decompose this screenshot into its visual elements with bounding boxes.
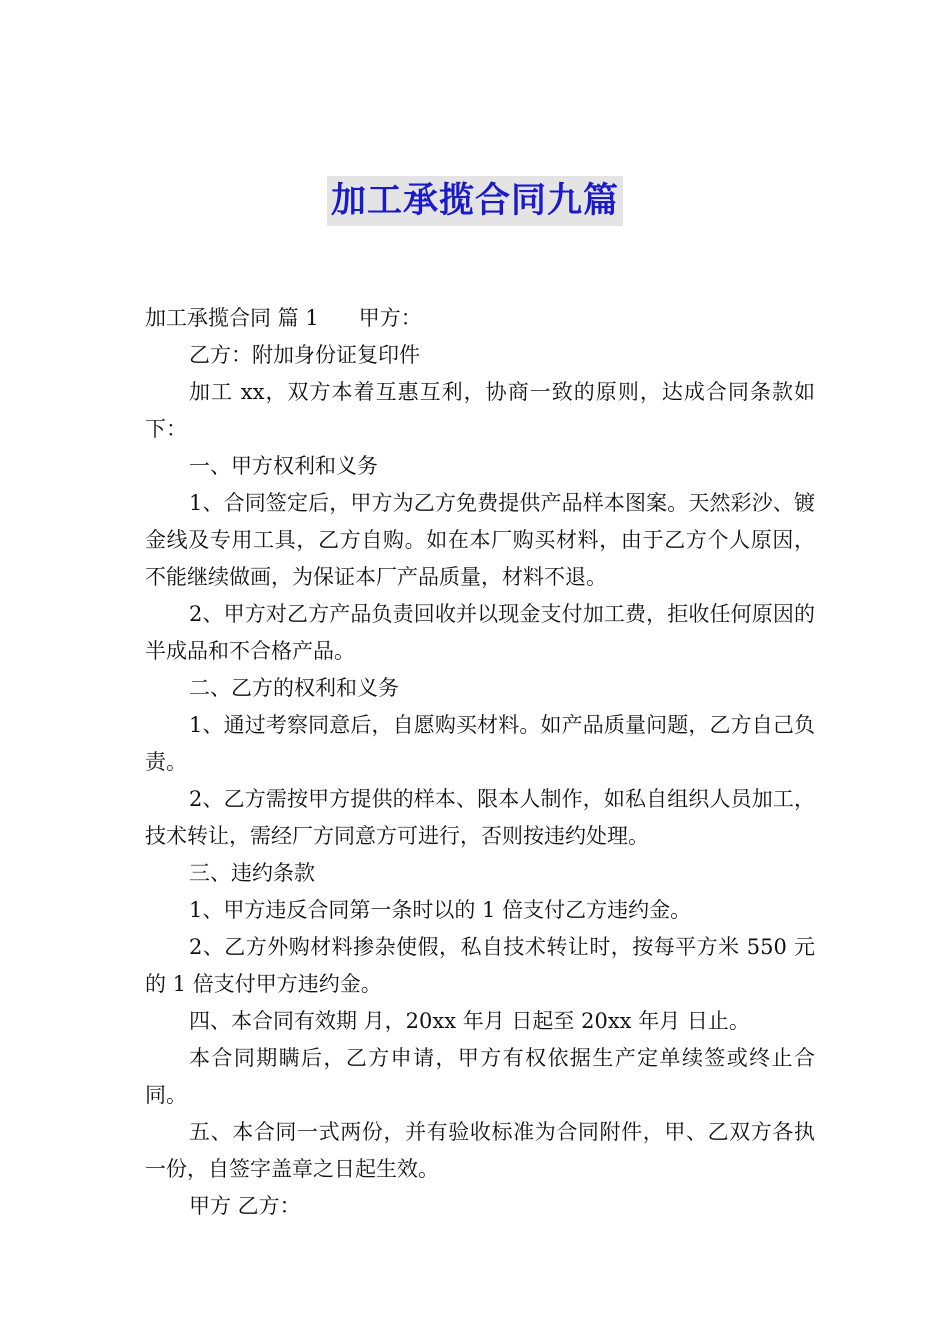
signature-line: 甲方 乙方： — [189, 1194, 301, 1218]
paragraph: 1、甲方违反合同第一条时以的 1 倍支付乙方违约金。 — [189, 898, 692, 922]
paragraph: 1、合同签定后，甲方为乙方免费提供产品样本图案。天然彩沙、镀金线及专用工具，乙方自购。如在本厂购买材料，由于乙方个人原因，不能继续做画，为保证本厂产品质量，材料不退。 — [145, 491, 815, 589]
paragraph: 2、乙方需按甲方提供的样本、限本人制作，如私自组织人员加工，技术转让，需经厂方同意方可进行，否则按违约处理。 — [145, 787, 815, 848]
document-body — [145, 300, 815, 1225]
section-heading: 三、违约条款 — [189, 861, 315, 885]
section-heading: 二、乙方的权利和义务 — [189, 676, 399, 700]
paragraph: 四、本合同有效期 月，20xx 年月 日起至 20xx 年月 日止。 — [189, 1009, 750, 1033]
section-heading-label: 加工承揽合同 篇 1 — [145, 306, 319, 330]
section-heading: 一、甲方权利和义务 — [189, 454, 378, 478]
paragraph: 2、甲方对乙方产品负责回收并以现金支付加工费，拒收任何原因的半成品和不合格产品。 — [145, 602, 815, 663]
party-a-label: 甲方： — [358, 306, 422, 330]
heading-line — [145, 300, 815, 337]
paragraph: 2、乙方外购材料掺杂使假，私自技术转让时，按每平方米 550 元的 1 倍支付甲方违约金。 — [145, 935, 815, 996]
document-title: 加工承揽合同九篇 — [327, 176, 623, 226]
paragraph: 乙方：附加身份证复印件 — [189, 343, 420, 367]
paragraph: 加工 xx，双方本着互惠互利，协商一致的原则，达成合同条款如下： — [145, 380, 815, 441]
paragraph: 1、通过考察同意后，自愿购买材料。如产品质量问题，乙方自己负责。 — [145, 713, 815, 774]
title-container — [0, 176, 950, 226]
paragraph: 五、本合同一式两份，并有验收标准为合同附件，甲、乙双方各执一份，自签字盖章之日起生效。 — [145, 1120, 815, 1181]
paragraph: 本合同期瞒后，乙方申请，甲方有权依据生产定单续签或终止合同。 — [145, 1046, 815, 1107]
